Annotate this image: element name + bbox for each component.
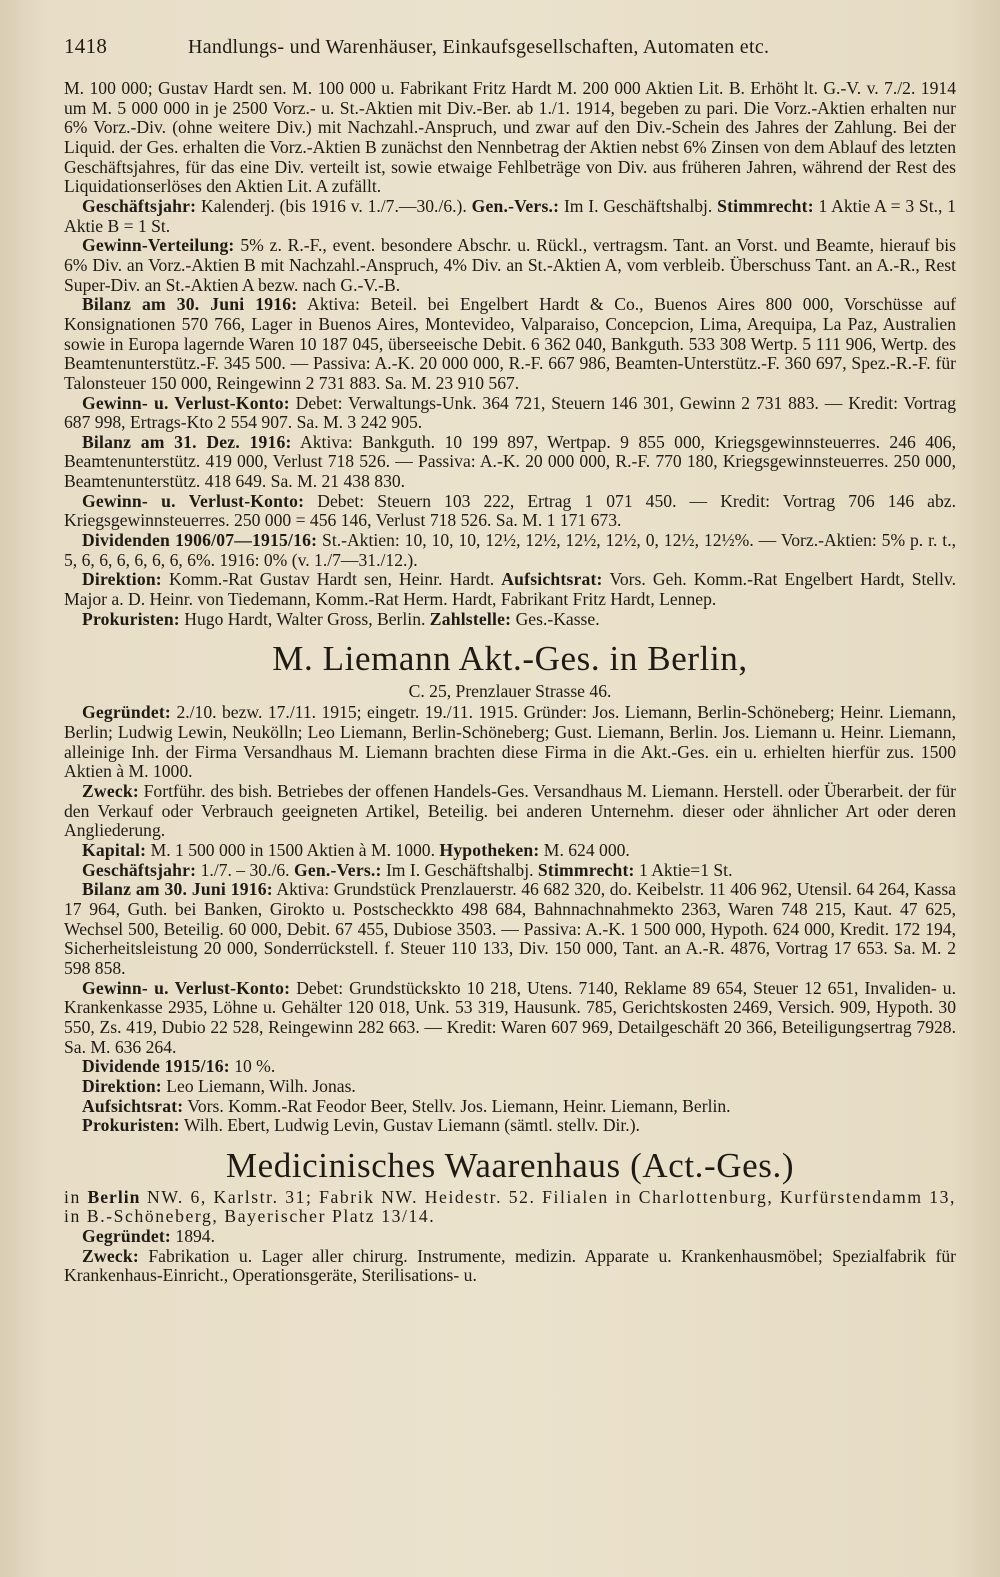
label: Dividenden 1906/07—1915/16:: [82, 530, 318, 551]
value: 1894.: [175, 1226, 215, 1247]
value: 10 %.: [234, 1056, 276, 1077]
value: Hugo Hardt, Walter Gross, Berlin.: [184, 608, 426, 629]
purpose: [64, 1247, 956, 1286]
value: Aktiva: Bankguth. 10 199 897, Wertpap. 9 855 000, Kriegsgewinnsteuerres. 246 406, Beamtenunterstütz. 419 000, Verlust 718 526. — Passiva: A.-K. 20 000 000, R.-F. 770 180, Kriegsgewinnsteuerres. 250 000, Beamtenunterstütz. 418 649. Sa. M. 21 438 830.: [64, 431, 956, 492]
label: Geschäftsjahr:: [82, 195, 197, 216]
capital: [64, 841, 956, 861]
liemann-company-entry: [64, 639, 956, 1135]
profit-loss: [64, 979, 956, 1058]
hardt-company-entry: [64, 79, 956, 629]
company-intro: [64, 1188, 956, 1227]
company-title: Medicinisches Waarenhaus (Act.-Ges.): [225, 1145, 795, 1185]
dividend: [64, 1057, 956, 1077]
label: Gewinn-Verteilung:: [82, 235, 235, 256]
label: Stimmrecht:: [717, 195, 814, 216]
value: Aktiva: Grundstück Prenzlauerstr. 46 682 320, do. Keibelstr. 11 406 962, Utensil. 64 264, Kassa 17 964, Guth. bei Banken, Girokto u. Postscheckkto 498 684, Bahnnachnahmekto 2363, Waren 748 215, Kaut. 47 625, Wechsel 500, Beteilig. 60 000, Debit. 67 455, Dubiose 3503. — Passiva: A.-K. 1 500 000, Hypoth. 624 000, Kredit. 172 194, Sicherheitsleistung 20 000, Sonderrückstell. f. Steuer 110 133, Div. 150 000, Tant. an A.-R. 4876, Vortrag 17 653. Sa. M. 2 598 858.: [64, 879, 956, 978]
value: Ges.-Kasse.: [515, 608, 600, 629]
balance-1916-dec: [64, 433, 956, 492]
company-address: C. 25, Prenzlauer Strasse 46.: [408, 681, 612, 702]
value: Im I. Geschäftshalbj.: [563, 195, 713, 216]
label: Hypotheken:: [439, 839, 540, 860]
dividends: [64, 531, 956, 570]
label: Gegründet:: [82, 702, 171, 723]
label: Geschäftsjahr:: [82, 859, 197, 880]
label: Direktion:: [82, 569, 162, 590]
label: Direktion:: [82, 1075, 162, 1096]
label: Gegründet:: [82, 1226, 171, 1247]
founded: [64, 703, 956, 782]
value: 1 Aktie A = 3 St., 1 Aktie B = 1 St.: [64, 195, 956, 236]
label: Aufsichtsrat:: [501, 569, 603, 590]
profit-loss-1: [64, 394, 956, 433]
label: Gewinn- u. Verlust-Konto:: [82, 490, 305, 511]
label: Gen.-Vers.:: [293, 859, 382, 880]
label: Zahlstelle:: [429, 608, 512, 629]
value: Leo Liemann, Wilh. Jonas.: [166, 1075, 356, 1096]
label: Zweck:: [82, 781, 139, 801]
label: Stimmrecht:: [537, 859, 635, 880]
label: Kapital:: [82, 839, 147, 860]
value: Fortführ. des bish. Betriebes der offenen Handels-Ges. Versandhaus M. Liemann. Herstell. oder Überarbeit. der für den Verkauf oder Verbrauch geeigneten Artikel, Beteilig. bei anderen Unternehm. dieser oder ähnlicher Art oder deren Angliederung.: [64, 781, 956, 841]
running-head: [64, 34, 956, 59]
fiscal-year-line: [64, 197, 956, 236]
value: St.-Aktien: 10, 10, 10, 12½, 12½, 12½, 12½, 0, 12½, 12½%. — Vorz.-Aktien: 5% p. r. t., 5, 6, 6, 6, 6, 6, 6, 6%. 1916: 0% (v. 1./7—31./12.).: [64, 530, 956, 570]
label: Bilanz am 31. Dez. 1916:: [82, 431, 292, 452]
procurators: [64, 1116, 956, 1136]
value: Debet: Steuern 103 222, Ertrag 1 071 450. — Kredit: Vortrag 706 146 abz. Kriegsgewinnsteuerres. 250 000 = 456 146, Verlust 718 526. Sa. M. 1 171 673.: [64, 490, 956, 531]
value: Debet: Grundstückskto 10 218, Utens. 7140, Reklame 89 654, Steuer 12 651, Invaliden- u. Krankenkasse 2935, Löhne u. Gehälter 120 018, Unk. 53 319, Hausunk. 785, Gerichtskosten 2469, Versich. 909, Hypoth. 30 550, Zs. 419, Dubio 22 528, Reingewinn 282 663. — Kredit: Waren 607 969, Detailgeschäft 20 366, Beteiligungsertrag 7928. Sa. M. 636 264.: [64, 977, 957, 1057]
value: Kalenderj. (bis 1916 v. 1./7.—30./6.).: [201, 195, 467, 216]
value: 5% z. R.-F., event. besondere Abschr. u. Rückl., vertragsm. Tant. an Vorst. und Beamte, hierauf bis 6% Div. an Vorz.-Aktien B mit Nachzahl.-Anspruch, 4% Div. an St.-Aktien A, vom verbleib. Überschuss Tant. an A.-R., Rest Super-Div. an St.-Aktien A bezw. nach G.-V.-B.: [64, 235, 956, 295]
label: Gen.-Vers.:: [471, 195, 560, 216]
purpose: [64, 782, 956, 841]
management: [64, 1077, 956, 1097]
founded: [64, 1227, 956, 1247]
profit-loss-2: [64, 492, 956, 531]
profit-distribution: [64, 236, 956, 295]
balance: [64, 880, 956, 978]
intro-city: Berlin: [87, 1186, 141, 1207]
label: Prokuristen:: [82, 1115, 180, 1136]
label: Bilanz am 30. Juni 1916:: [82, 294, 298, 315]
value: Fabrikation u. Lager aller chirurg. Instrumente, medizin. Apparate u. Krankenhausmöbel; Spezialfabrik für Krankenhaus-Einricht., Operationsgeräte, Sterilisations- u.: [64, 1245, 956, 1286]
supervisory-board: [64, 1097, 956, 1117]
intro-prefix: in: [64, 1186, 81, 1207]
value: 2./10. bezw. 17./11. 1915; eingetr. 19./11. 1915. Gründer: Jos. Liemann, Berlin-Schöneberg; Heinr. Liemann, Berlin; Ludwig Lewin, Neukölln; Leo Liemann, Berlin-Schöneberg; Gust. Liemann, Berlin. Jos. Liemann u. Heinr. Liemann, alleinige Inh. der Firma Versandhaus M. Liemann brachten diese Firma in die Akt.-Ges. ein u. erhielten hierfür zus. 1500 Aktien à M. 1000.: [64, 702, 956, 782]
value: M. 624 000.: [543, 839, 630, 860]
label: Zweck:: [82, 1245, 139, 1266]
value: Aktiva: Beteil. bei Engelbert Hardt & Co., Buenos Aires 800 000, Vorschüsse auf Konsignationen 570 766, Lager in Buenos Aires, Montevideo, Valparaiso, Concepcion, Lima, Arequipa, La Paz, Australien sowie in Europa lagernde Waren 10 187 045, überseeische Debit. 6 362 040, Bankguth. 533 308 Wertp. 5 111 906, Wertp. des Beamtenunterstütz.-F. 345 500. — Passiva: A.-K. 20 000 000, R.-F. 667 986, Beamten-Unterstütz.-F. 360 697, Spez.-R.-F. für Talonsteuer 150 000, Reingewinn 2 731 883. Sa. M. 23 910 567.: [64, 294, 957, 393]
value: Wilh. Ebert, Ludwig Levin, Gustav Liemann (sämtl. stellv. Dir.).: [183, 1115, 640, 1136]
label: Gewinn- u. Verlust-Konto:: [82, 977, 291, 998]
intro-text: NW. 6, Karlstr. 31; Fabrik NW. Heidestr. 52. Filialen in Charlottenburg, Kurfürstendamm 13, in B.-Schöneberg, Bayerischer Platz 13/14.: [64, 1186, 956, 1227]
value: Im I. Geschäftshalbj.: [385, 859, 534, 880]
label: Gewinn- u. Verlust-Konto:: [82, 392, 290, 413]
balance-1916-june: [64, 295, 956, 393]
capital-paragraph: M. 100 000; Gustav Hardt sen. M. 100 000 u. Fabrikant Fritz Hardt M. 200 000 Aktien Lit. B. Erhöht lt. G.-V. v. 7./2. 1914 um M. 5 000 000 in je 2500 Vorz.- u. St.-Aktien mit Div.-Ber. ab 1./1. 1914, begeben zu pari. Die Vorz.-Aktien erhalten nur 6% Vorz.-Div. (ohne weitere Div.) mit Nachzahl.-Anspruch, und zwar auf den Div.-Schein des Jahres der Zahlung. Bei der Liquid. der Ges. erhalten die Vorz.-Aktien B zunächst den Nennbetrag der Aktien nebst 6% Zinsen von dem Ablauf des letzten Geschäftsjahres, für das eine Div. verteilt ist, sowie etwaige Fehlbeträge von Div. aus früheren Jahren, während der Rest des Liquidationserlöses den Aktien Lit. A zufällt.: [64, 78, 956, 197]
value: Vors. Geh. Komm.-Rat Engelbert Hardt, Stellv. Major a. D. Heinr. von Tiedemann, Komm.-Rat Herm. Hardt, Fabrikant Fritz Hardt, Lennep.: [64, 569, 957, 610]
label: Prokuristen:: [82, 608, 180, 629]
page-number: 1418: [64, 34, 108, 58]
label: Dividende 1915/16:: [82, 1056, 230, 1077]
value: Debet: Verwaltungs-Unk. 364 721, Steuern 146 301, Gewinn 2 731 883. — Kredit: Vortrag 687 998, Ertrags-Kto 2 554 907. Sa. M. 3 242 905.: [64, 392, 956, 433]
company-title: M. Liemann Akt.-Ges. in Berlin,: [272, 639, 748, 679]
value: Vors. Komm.-Rat Feodor Beer, Stellv. Jos. Liemann, Heinr. Liemann, Berlin.: [187, 1095, 731, 1116]
value: Komm.-Rat Gustav Hardt sen, Heinr. Hardt.: [169, 569, 495, 590]
value: 1 Aktie=1 St.: [638, 859, 733, 880]
label: Bilanz am 30. Juni 1916:: [82, 879, 273, 900]
management: [64, 570, 956, 609]
running-title: Handlungs- und Warenhäuser, Einkaufsgesellschaften, Automaten etc.: [188, 36, 770, 58]
fiscal-year-line: [64, 861, 956, 881]
label: Aufsichtsrat:: [82, 1095, 184, 1116]
procurators: [64, 610, 956, 630]
medicinisches-waarenhaus-entry: [64, 1146, 956, 1286]
value: M. 1 500 000 in 1500 Aktien à M. 1000.: [150, 839, 436, 860]
value: 1./7. – 30./6.: [200, 859, 290, 880]
